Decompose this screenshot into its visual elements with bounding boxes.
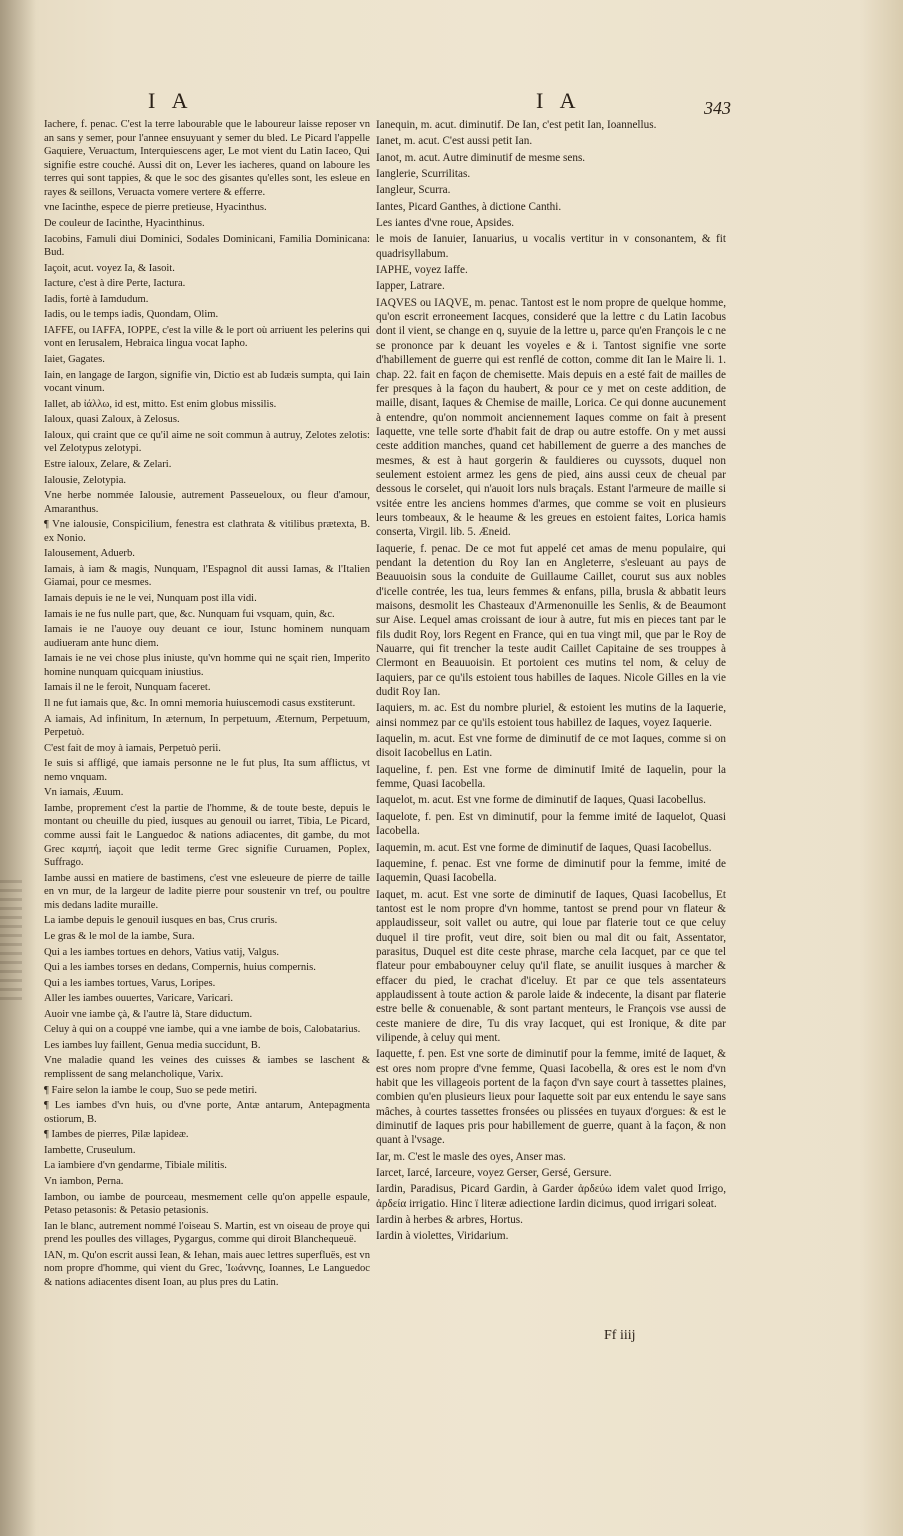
page-number: 343 [704, 98, 731, 118]
dictionary-entry: C'est fait de moy à iamais, Perpetuò perii. [44, 742, 221, 754]
dictionary-entry: Ianglerie, Scurrilitas. [376, 168, 471, 181]
left-column [44, 118, 370, 1291]
dictionary-entry: Ianequin, m. acut. diminutif. De Ian, c'est petit Ian, Ioannellus. [376, 119, 657, 131]
dictionary-entry: vne Iacinthe, espece de pierre pretieuse, Hyacinthus. [44, 202, 267, 214]
dictionary-entry: Qui a les iambes tortues en dehors, Vatius vatij, Valgus. [44, 946, 279, 958]
dictionary-entry: IAPHE, voyez Iaffe. [376, 264, 468, 277]
dictionary-entry: Iain, en langage de Iargon, signifie vin, Dictio est ab Iudæis sumpta, qui Iain vocant vinum. [44, 369, 370, 395]
dictionary-entry: Iamais ie ne l'auoye ouy deuant ce iour, Istunc hominem nunquam audiueram ante hunc diem. [44, 624, 370, 649]
dictionary-entry: Iadis, ou le temps iadis, Quondam, Olim. [44, 309, 219, 321]
right-column [376, 118, 726, 1246]
dictionary-entry: De couleur de Iacinthe, Hyacinthinus. [44, 217, 205, 229]
dictionary-entry: Iangleur, Scurra. [376, 184, 451, 197]
dictionary-entry: Il ne fut iamais que, &c. In omni memoria huiuscemodi casus exstiterunt. [44, 697, 356, 709]
dictionary-entry: Le gras & le mol de la iambe, Sura. [44, 930, 195, 942]
dictionary-entry: Vne herbe nommée Ialousie, autrement Passeueloux, ou fleur d'amour, Amaranthus. [44, 490, 370, 515]
dictionary-entry: Celuy à qui on a couppé vne iambe, qui a vne iambe de bois, Calobatarius. [44, 1024, 361, 1036]
dictionary-entry: Iambe aussi en matiere de bastimens, c'est vne esleueure de pierre de taille en vn mur, de la largeur de ladite pierre pour soustenir vn tref, ou poultre mis dedans ladite muraille. [44, 872, 370, 911]
dictionary-entry: Iambe, proprement c'est la partie de l'homme, & de toute beste, depuis le montant ou cheuille du pied, iusques au genouil ou iarret, Tibia, Le Picard, comme aussi fait le Languedoc & nations adiacentes, dit gambe, du mot Grec καμπή, iaçoit que ledit terme Grec signifie Curuamen, Poplex, Suffrago. [44, 802, 370, 869]
dictionary-entry: le mois de Ianuier, Ianuarius, u vocalis vertitur in v consonantem, & fit quadrisyllabum. [376, 233, 726, 260]
dictionary-entry: IAFFE, ou IAFFA, IOPPE, c'est la ville & le port où arriuent les pelerins qui vont en Ierusalem, Hebraica lingua vocat Iapho. [44, 324, 370, 350]
dictionary-entry: Iaquet, m. acut. Est vne sorte de diminutif de Iaques, Quasi Iacobellus, Et tantost est le nom propre d'vn homme, tantost se prend pour vn flateur & applaudisseur, soit vallet ou autre, qui loue par flaterie tout ce que celuy duquel il tire profit, veut dire, soit bien ou mal dit ou fait, Assentator, parasitus, Duquel est dite ceste phrase, marche cela Iacquet, par ce que tel flateur pour embabouyner celuy qu'il flate, se anuilit iusques à marcher & effacer du pied, le crachat d'iceluy. Et par ce que tels assentateurs applaudissent à toute action & parole laide & indecente, la disant par flaterie estre belle & conuenable, & sont partant menteurs, le François vse aussi de ceste maniere de dire, Tu dis vray Iacquet, qui est Ironique, & dite par vilipende, à celuy qui ment. [376, 888, 726, 1044]
dictionary-entry: Iacture, c'est à dire Perte, Iactura. [44, 278, 186, 290]
dictionary-entry: Vn iambon, Perna. [44, 1175, 124, 1187]
dictionary-entry: Aller les iambes ouuertes, Varicare, Varicari. [44, 993, 234, 1005]
signature-mark: Ff iiij [604, 1328, 636, 1343]
dictionary-entry: Iambette, Cruseulum. [44, 1144, 136, 1156]
dictionary-entry: Vn iamais, Æuum. [44, 787, 124, 799]
dictionary-entry: Iarcet, Iarcé, Iarceure, voyez Gerser, Gersé, Gersure. [376, 1167, 612, 1180]
dictionary-entry: La iambe depuis le genouil iusques en bas, Crus cruris. [44, 915, 278, 927]
dictionary-entry: Iaquelot, m. acut. Est vne forme de diminutif de Iaques, Quasi Iacobellus. [376, 794, 706, 807]
dictionary-entry: ¶ Les iambes d'vn huis, ou d'vne porte, Antæ antarum, Antepagmenta ostiorum, B. [44, 1100, 370, 1125]
dictionary-entry: La iambiere d'vn gendarme, Tibiale militis. [44, 1160, 227, 1172]
dictionary-entry: Estre ialoux, Zelare, & Zelari. [44, 458, 172, 470]
dictionary-entry: Iallet, ab ἰάλλω, id est, mitto. Est enim globus missilis. [44, 398, 277, 410]
dictionary-entry: Auoir vne iambe çà, & l'autre là, Stare diductum. [44, 1008, 253, 1020]
dictionary-entry: Qui a les iambes torses en dedans, Compernis, huius compernis. [44, 962, 316, 974]
dictionary-entry: Iardin à violettes, Viridarium. [376, 1230, 509, 1243]
dictionary-entry: Iaquemine, f. penac. Est vne forme de diminutif pour la femme, imité de Iaquemin, Quasi Iacobella. [376, 857, 726, 885]
dictionary-entry: Iaquelin, m. acut. Est vne forme de diminutif de ce mot Iaques, comme si on disoit Iacobellus en Latin. [376, 733, 726, 760]
dictionary-entry: Ianet, m. acut. C'est aussi petit Ian. [376, 135, 533, 148]
dictionary-entry: Ianot, m. acut. Autre diminutif de mesme sens. [376, 151, 586, 164]
dictionary-entry: Iamais ie ne vei chose plus iniuste, qu'vn homme qui ne sçait rien, Imperito homine nunquam quicquam iniustius. [44, 653, 370, 678]
dictionary-entry: Iamais il ne le feroit, Nunquam faceret. [44, 682, 211, 694]
dictionary-entry: Ie suis si affligé, que iamais personne ne le fut plus, Ita sum afflictus, vt nemo vnquam. [44, 758, 370, 783]
dictionary-entry: Ialousement, Aduerb. [44, 548, 135, 560]
dictionary-entry: Iaquette, f. pen. Est vne sorte de diminutif pour la femme, imité de Iaquet, & est ores nom propre d'vne femme, Quasi Iacobella, & ores est le nom d'vn habit que les villageois portent de la façon d'vn saye court à tassettes plaines, combien qu'en plusieurs lieux pour Iaquette soit par eux entendu le saye sans mâches, à courtes tassettes fronsées ou plissées en tuyaux d'orgues: & est le diminutif de Iaques pris pour habillement de guerre, quant à la façon, & non quant à l'vsage. [376, 1048, 726, 1147]
dictionary-entry: Iantes, Picard Ganthes, à dictione Canthi. [376, 200, 562, 213]
dictionary-entry: Iaquerie, f. penac. De ce mot fut appelé cet amas de menu populaire, qui pendant la detention du Roy Ian en Angleterre, s'esleuant au pays de Beauuoisin sous la conduite de Guillaume Caillet, courut sus aux nobles d'icelle contrée, les tua, leurs femmes & enfans, pilla, brusla & abbatit leurs maisons, desmolit les Chasteaux d'Armenonuille les Senlis, & de Beaumont sur Aise. Lequel amas croissant de iour à autre, fut mis en pieces tant par le fils dudit Roy, lors Regent en France, qui en tua vingt mil, que par le Roy de Nauarre, qui fit trencher la teste audit Caillet Capitaine de ses trouppes à Clermont en Beauuoisin. Et portoient ces mutins tel nom, & celuy de Iaquiers, par ce qu'ils estoient tous habilles de Iaques. Nicole Gilles en la vie dudit Roy Ian. [376, 542, 726, 699]
running-head-right: I A [536, 88, 582, 113]
dictionary-entry: Iaquiers, m. ac. Est du nombre pluriel, & estoient les mutins de la Iaquerie, ainsi nommez par ce qu'ils estoient tous habillez de Iaques, voyez Iaquerie. [376, 702, 726, 729]
dictionary-entry: Les iantes d'vne roue, Apsides. [376, 217, 515, 230]
dictionary-entry: IAN, m. Qu'on escrit aussi Iean, & Iehan, mais auec lettres superfluës, est vn nom propre d'homme, qui vient du Grec, Ἰωάννης, Ioannes, Le Languedoc & nations adiacentes disent Ioan, au plus pres du Latin. [44, 1249, 370, 1288]
dictionary-entry: ¶ Faire selon la iambe le coup, Suo se pede metiri. [44, 1084, 258, 1096]
dictionary-entry: Iar, m. C'est le masle des oyes, Anser mas. [376, 1150, 566, 1163]
dictionary-entry: Iaqueline, f. pen. Est vne forme de diminutif Imité de Iaquelin, pour la femme, Quasi Iacobella. [376, 763, 726, 791]
dictionary-entry: Ialoux, quasi Zaloux, à Zelosus. [44, 414, 180, 426]
margin-ornament [0, 880, 22, 1000]
dictionary-entry: IAQVES ou IAQVE, m. penac. Tantost est le nom propre de quelque homme, qu'on escrit erroneement Iacques, consideré que la lettre c du Latin Iacobus dont il vient, se change en q, suyuie de la lettre u, parce qu'en François le c ne se prononce par k deuant les voyeles e & i. Tantost signifie vne sorte d'habillement de guerre qui est renflé de cotton, comme dit Ian le Maire li. 1. chap. 22. fait en façon de chemisette. Mais depuis en a esté fait de mailles de fer presques à la façon du haubert, & pour ce y met on ceste addition, de maille, disant, Iaques & Chemise de maille, Lorica. Ce qui donne aucunement à entendre, qu'on nommoit anciennement Iaques comme on fait à present Iaquette, vne telle sorte d'habit fait de drap ou autre estoffe. On y met aussi ceste addition manches, quand cet habillement de guerre a des manches de mesmes, & est à haut gorgerin & fauldieres ou cuyssots, duquel non seulement estoient armez les gens de pied, ains aussi ceux de cheual par dessous le corselet, qui n'auoit lors nuls braçals. Estant l'armeure de maille si vsitée entre les anciens hommes d'armes, que comme se voit en plusieurs leurs tombeaux, & le heaume & les greues en estoient faites, Lorica hamis conserta, Virgil. lib. 5. Æneid. [376, 296, 726, 539]
dictionary-entry: Vne maladie quand les veines des cuisses & iambes se laschent & remplissent de sang melancholique, Varix. [44, 1055, 370, 1080]
dictionary-entry: Ialousie, Zelotypia. [44, 474, 127, 486]
dictionary-entry: Les iambes luy faillent, Genua media succidunt, B. [44, 1039, 261, 1051]
dictionary-entry: Iamais ie ne fus nulle part, que, &c. Nunquam fui vsquam, quin, &c. [44, 608, 335, 620]
dictionary-entry: Qui a les iambes tortues, Varus, Loripes. [44, 977, 216, 989]
dictionary-entry: Iaquemin, m. acut. Est vne forme de diminutif de Iaques, Quasi Iacobellus. [376, 841, 712, 854]
dictionary-entry: Iaçoit, acut. voyez Ia, & Iasoit. [44, 262, 175, 274]
dictionary-entry: Ian le blanc, autrement nommé l'oiseau S. Martin, est vn oiseau de proye qui prend les poulles des villages, Pygargus, comme qui diroit Blanchequeuë. [44, 1220, 370, 1246]
dictionary-entry: Iaiet, Gagates. [44, 354, 105, 365]
dictionary-entry: ¶ Iambes de pierres, Pilæ lapideæ. [44, 1129, 189, 1141]
dictionary-entry: Iamais depuis ie ne le vei, Nunquam post illa vidi. [44, 593, 257, 604]
gutter-shadow [0, 0, 36, 1536]
dictionary-entry: Iardin, Paradisus, Picard Gardin, à Garder ἀρδεύω idem valet quod Irrigo, ἀρδεία irrigatio. Hinc ï literæ adiectione Iardin dicimus, quod irrigari soleat. [376, 1183, 726, 1210]
dictionary-entry: Iachere, f. penac. C'est la terre labourable que le laboureur laisse reposer vn an sans y semer, pour l'annee ensuyuant y semer du bled. Le Picard l'appelle Gaquiere, Veruactum, Interquiescens ager, Le mot vient du Latin Iaceo, Qui signifie estre couché. Aussi dit on, Lever les iacheres, quand on laboure les terres qui sont tappies, & que le soc des gisantes qu'elles sont, les esleue en rayes & seillons, Veruacta vomere vertere & efferre. [44, 119, 370, 198]
dictionary-entry: Ialoux, qui craint que ce qu'il aime ne soit commun à autruy, Zelotes zelotis: vel Zelotypus zelotypi. [44, 429, 370, 455]
dictionary-entry: Iapper, Latrare. [376, 280, 445, 293]
dictionary-entry: ¶ Vne ialousie, Conspicilium, fenestra est clathrata & vitilibus prætexta, B. ex Nonio. [44, 519, 370, 544]
dictionary-entry: Iaquelote, f. pen. Est vn diminutif, pour la femme imité de Iaquelot, Quasi Iacobella. [376, 810, 726, 838]
dictionary-entry: Iardin à herbes & arbres, Hortus. [376, 1214, 523, 1227]
dictionary-entry: Iambon, ou iambe de pourceau, mesmement celle qu'on appelle espaule, Petaso petasonis: & Petasio petasionis. [44, 1191, 370, 1217]
dictionary-entry: Iacobins, Famuli diui Dominici, Sodales Dominicani, Familia Dominicana: Bud. [44, 233, 370, 259]
dictionary-entry: Iadis, fortè à Iamdudum. [44, 293, 149, 305]
dictionary-entry: Iamais, à iam & magis, Nunquam, l'Espagnol dit aussi Iamas, & l'Italien Giamai, pour ce mesmes. [44, 563, 370, 589]
running-head-left: I A [148, 88, 194, 113]
dictionary-entry: A iamais, Ad infinitum, In æternum, In perpetuum, Æternum, Perpetuum, Perpetuò. [44, 713, 370, 739]
